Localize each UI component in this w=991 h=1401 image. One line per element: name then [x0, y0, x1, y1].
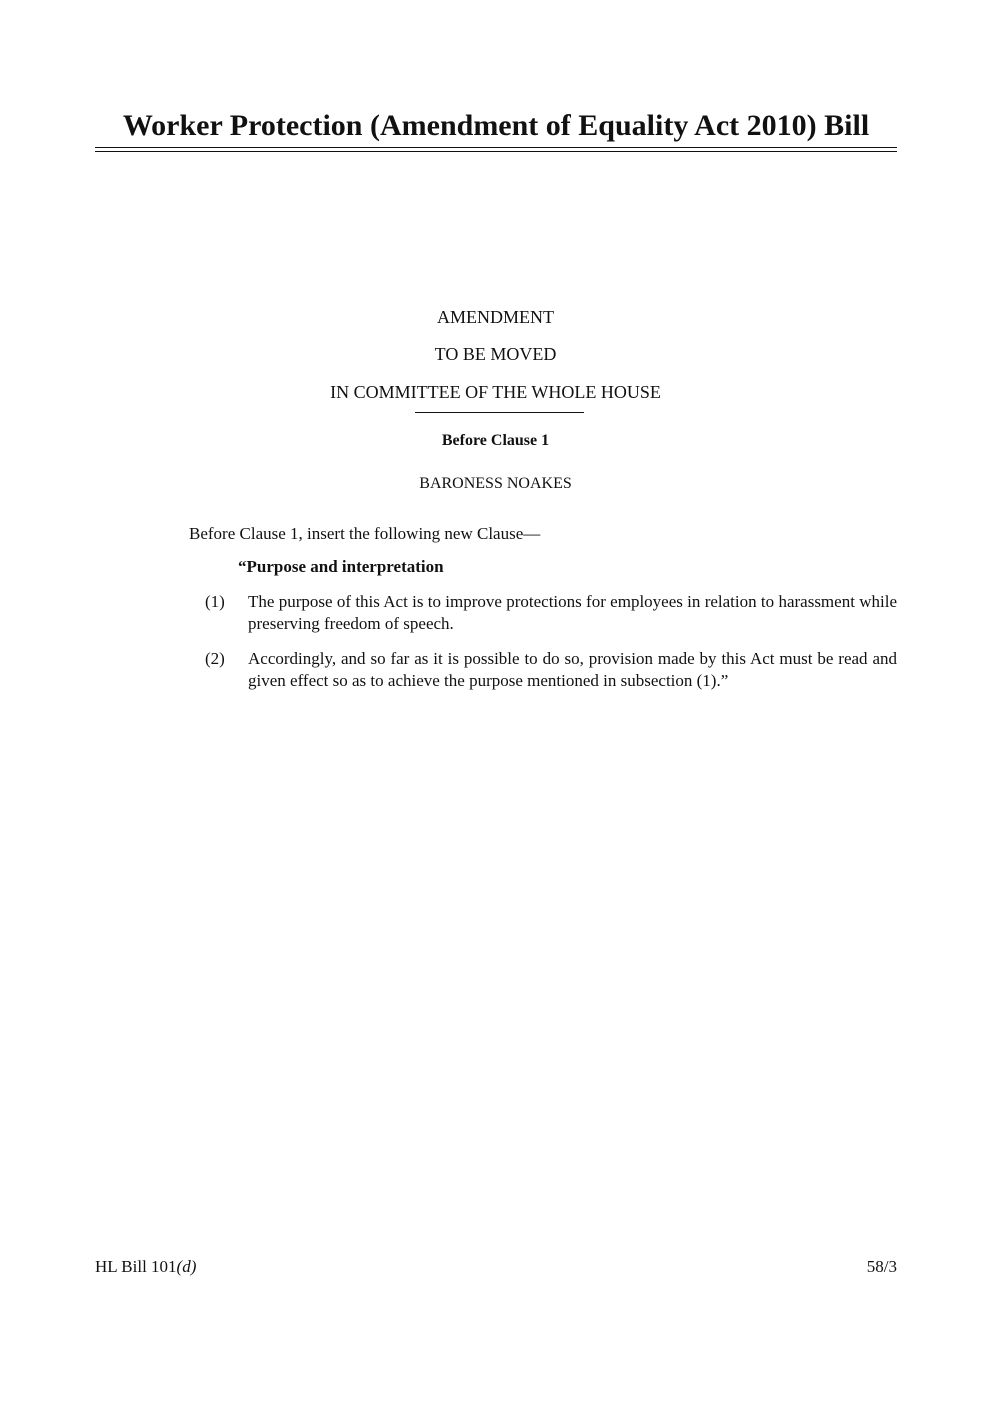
bill-reference: [95, 1256, 196, 1278]
title-double-rule-bottom: [95, 151, 897, 152]
subsection-text: The purpose of this Act is to improve protections for employees in relation to harassment while preserving freedom of speech.: [248, 592, 897, 633]
bill-reference-suffix: (d): [176, 1257, 197, 1276]
page-reference: 58/3: [866, 1257, 897, 1276]
page-title: Worker Protection (Amendment of Equality Act 2010) Bill: [122, 109, 870, 142]
title-double-rule-top: [95, 147, 897, 148]
amendment-instruction: Before Clause 1, insert the following new Clause—: [189, 524, 541, 543]
subsection-2: [205, 648, 897, 692]
new-clause-heading: “Purpose and interpretation: [238, 557, 444, 576]
amendment-subheading: TO BE MOVED: [434, 344, 557, 364]
clause-position: Before Clause 1: [441, 432, 550, 449]
subsection-number: (1): [205, 592, 225, 611]
section-divider: [415, 412, 584, 413]
subsection-number: (2): [205, 649, 225, 668]
member-name: BARONESS NOAKES: [419, 475, 572, 492]
amendment-heading: AMENDMENT: [437, 307, 554, 327]
bill-reference-number: HL Bill 101: [95, 1257, 177, 1276]
subsection-1: [205, 591, 897, 635]
subsection-text: Accordingly, and so far as it is possible to do so, provision made by this Act must be read and given effect so as to achieve the purpose mentioned in subsection (1).”: [248, 649, 897, 690]
amendment-stage: IN COMMITTEE OF THE WHOLE HOUSE: [330, 382, 661, 402]
